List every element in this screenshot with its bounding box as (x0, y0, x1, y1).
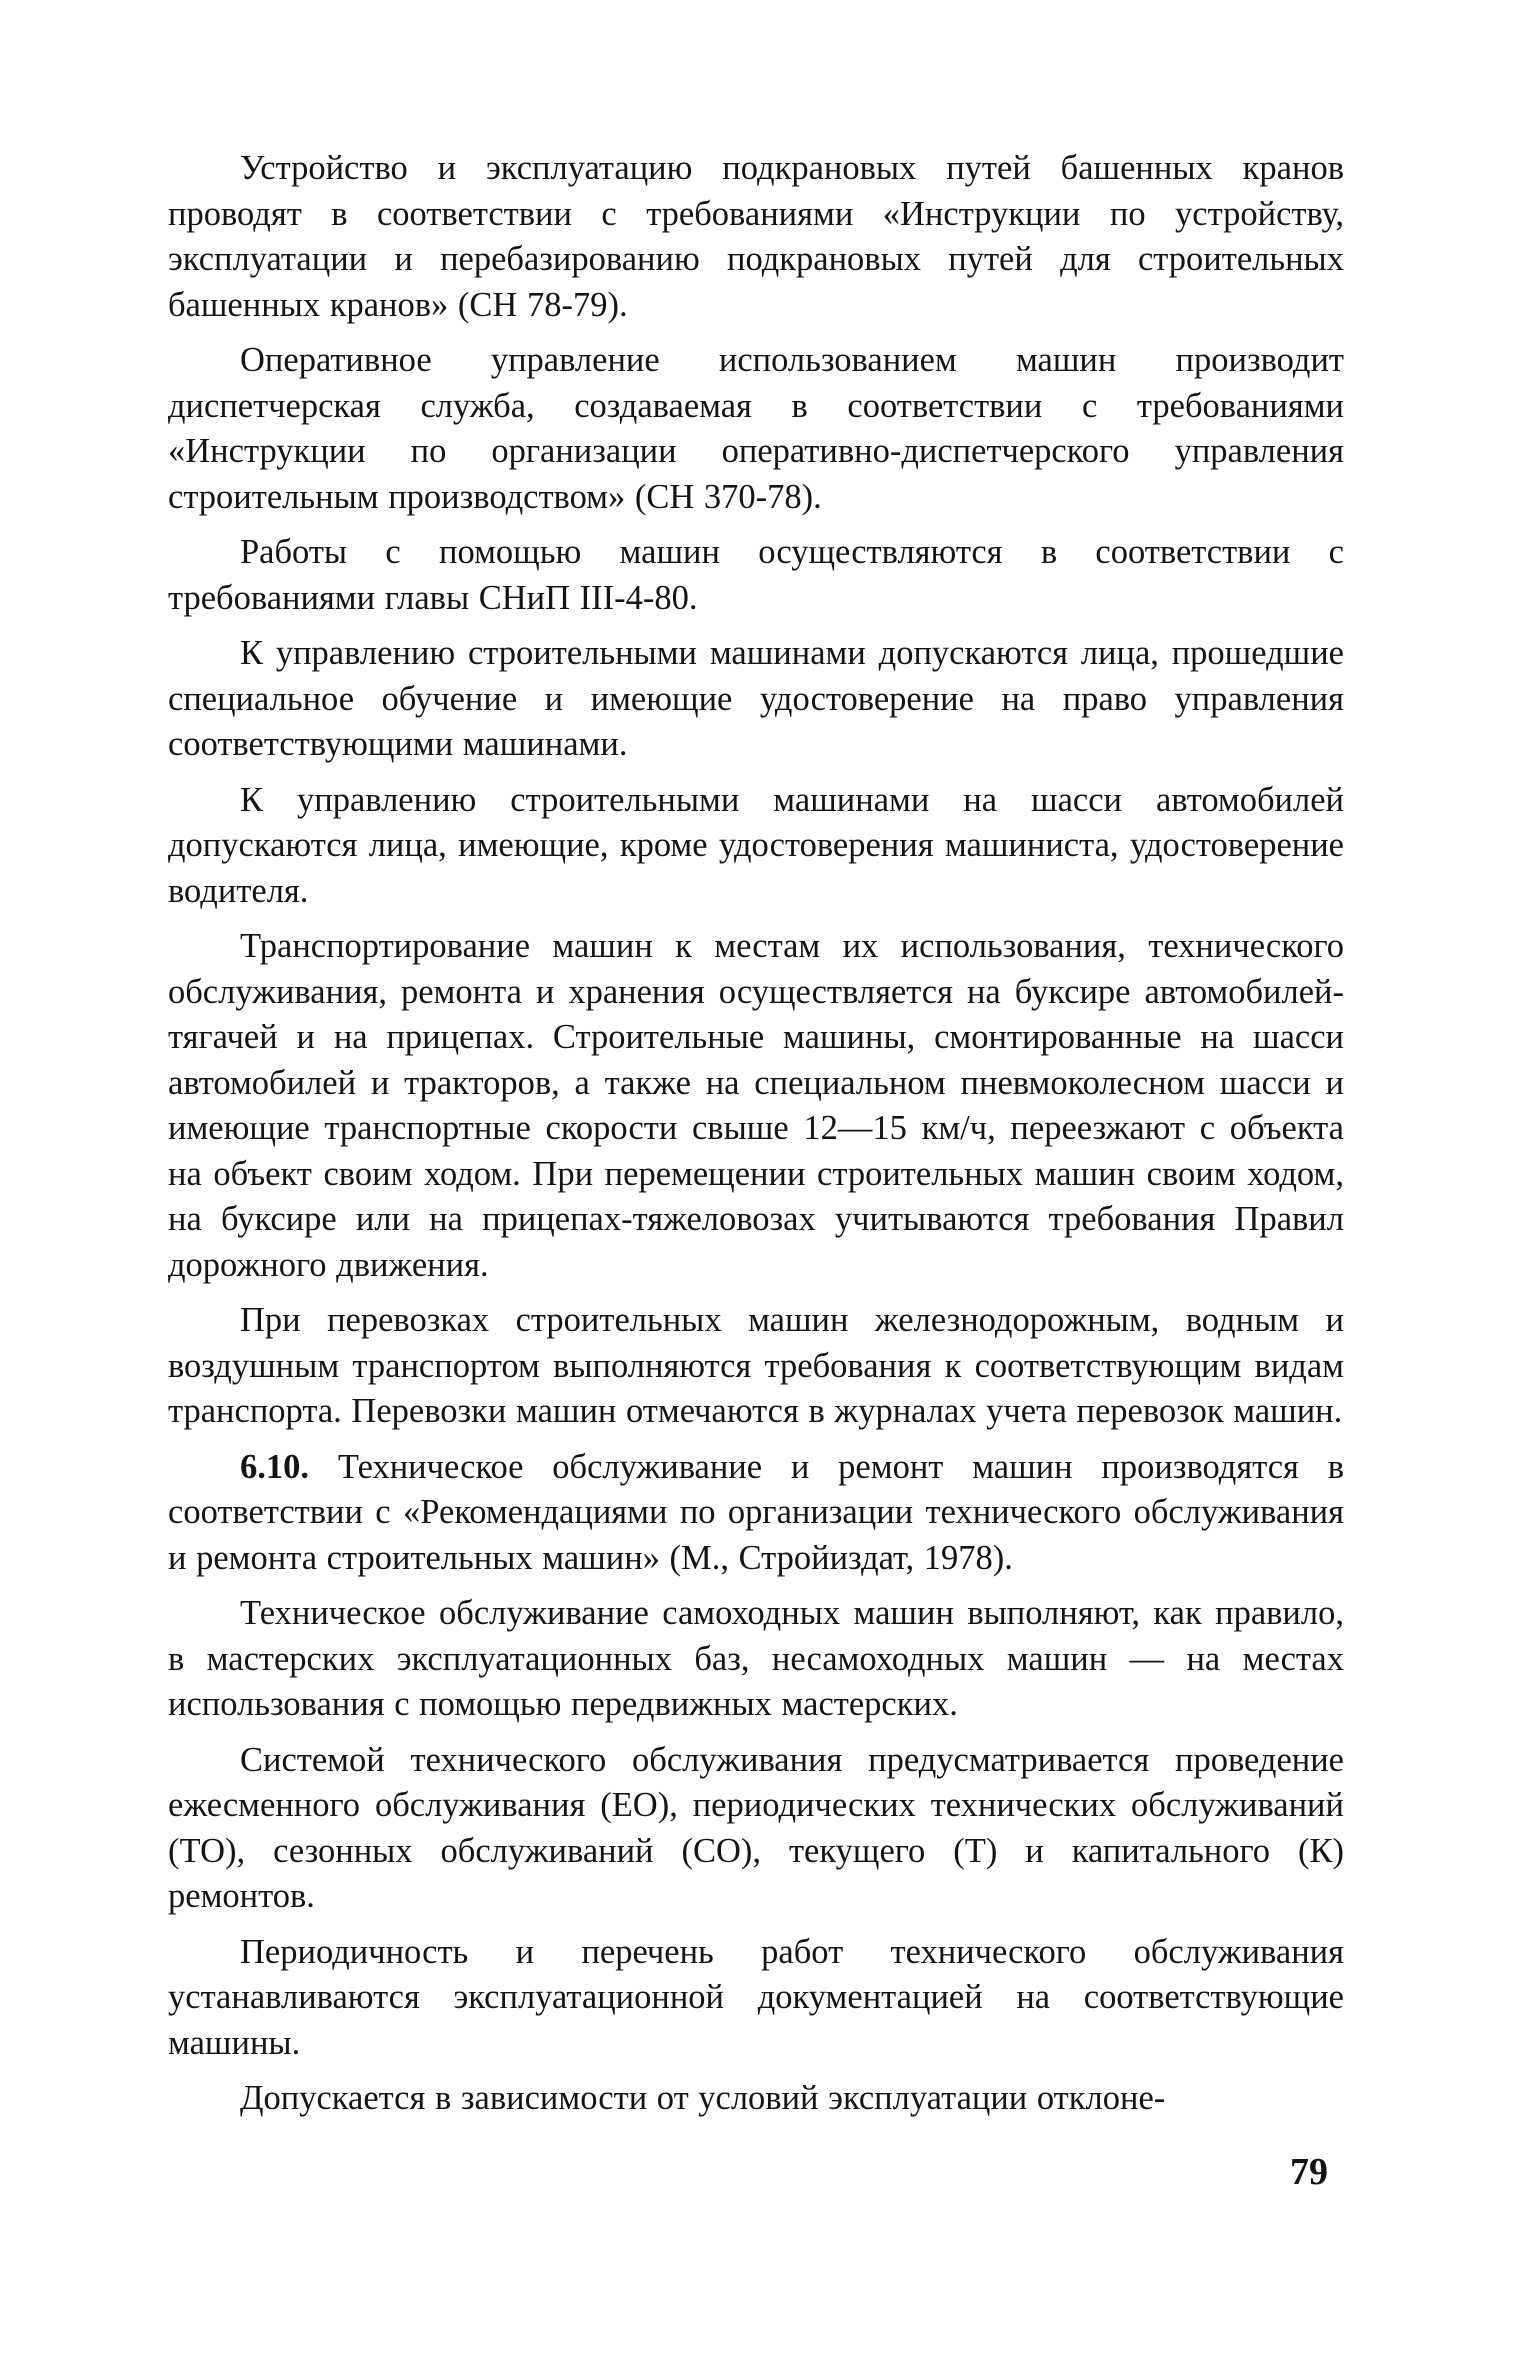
page-body (168, 146, 1344, 2132)
paragraph-8 (168, 1445, 1344, 1582)
paragraph-6-text: Транспортирование машин к местам их использования, технического обслуживания, ремонта и хранения осуществляется на буксире автомобилей-тягачей и на прицепах. Строительные машины, смонтированные на шасси автомобилей и тракторов, а также на специальном пневмоколесном шасси и имеющие транспортные скорости свыше 12—15 км/ч, переезжают с объекта на объект своим ходом. При перемещении строительных машин своим ходом, на буксире или на прицепах-тяжеловозах учитываются требования Правил дорожного движения. (168, 927, 1344, 1284)
paragraph-1-text: Устройство и эксплуатацию подкрановых путей башенных кранов проводят в соответствии с требованиями «Инструкции по устройству, эксплуатации и перебазированию подкрановых путей для строительных башенных кранов» (СН 78-79). (168, 149, 1344, 324)
paragraph-1 (168, 146, 1344, 328)
paragraph-4 (168, 631, 1344, 768)
paragraph-5 (168, 778, 1344, 915)
paragraph-12-text: Допускается в зависимости от условий эксплуатации отклоне- (240, 2079, 1166, 2117)
paragraph-9 (168, 1591, 1344, 1728)
paragraph-6 (168, 924, 1344, 1288)
paragraph-3 (168, 530, 1344, 621)
paragraph-11 (168, 1930, 1344, 2067)
paragraph-12 (168, 2076, 1344, 2122)
paragraph-8-text: Техническое обслуживание и ремонт машин производятся в соответствии с «Рекомендациями по организации технического обслуживания и ремонта строительных машин» (М., Стройиздат, 1978). (168, 1447, 1344, 1577)
paragraph-9-text: Техническое обслуживание самоходных машин выполняют, как правило, в мастерских эксплуатационных баз, несамоходных машин — на местах использования с помощью передвижных мастерских. (168, 1594, 1344, 1723)
paragraph-2-text: Оперативное управление использованием машин производит диспетчерская служба, создаваемая в соответствии с требованиями «Инструкции по организации оперативно-диспетчерского управления строительным производством» (СН 370-78). (168, 341, 1344, 516)
paragraph-10-text: Системой технического обслуживания предусматривается проведение ежесменного обслуживания (ЕО), периодических технических обслуживаний (ТО), сезонных обслуживаний (СО), текущего (Т) и капитального (К) ремонтов. (168, 1740, 1344, 1915)
paragraph-3-text: Работы с помощью машин осуществляются в соответствии с требованиями главы СНиП III-4-80. (168, 533, 1344, 617)
paragraph-4-text: К управлению строительными машинами допускаются лица, прошедшие специальное обучение и имеющие удостоверение на право управления соответствующими машинами. (168, 634, 1344, 763)
paragraph-7-text: При перевозках строительных машин железнодорожным, водным и воздушным транспортом выполняются требования к соответствующим видам транспорта. Перевозки машин отмечаются в журналах учета перевозок машин. (168, 1301, 1344, 1430)
page-number: 79 (1290, 2151, 1328, 2193)
paragraph-10 (168, 1738, 1344, 1920)
paragraph-2 (168, 338, 1344, 520)
section-number: 6.10. (240, 1447, 309, 1486)
paragraph-7 (168, 1298, 1344, 1435)
paragraph-11-text: Периодичность и перечень работ технического обслуживания устанавливаются эксплуатационной документацией на соответствующие машины. (168, 1932, 1344, 2062)
paragraph-5-text: К управлению строительными машинами на шасси автомобилей допускаются лица, имеющие, кроме удостоверения машиниста, удостоверение водителя. (168, 780, 1344, 910)
